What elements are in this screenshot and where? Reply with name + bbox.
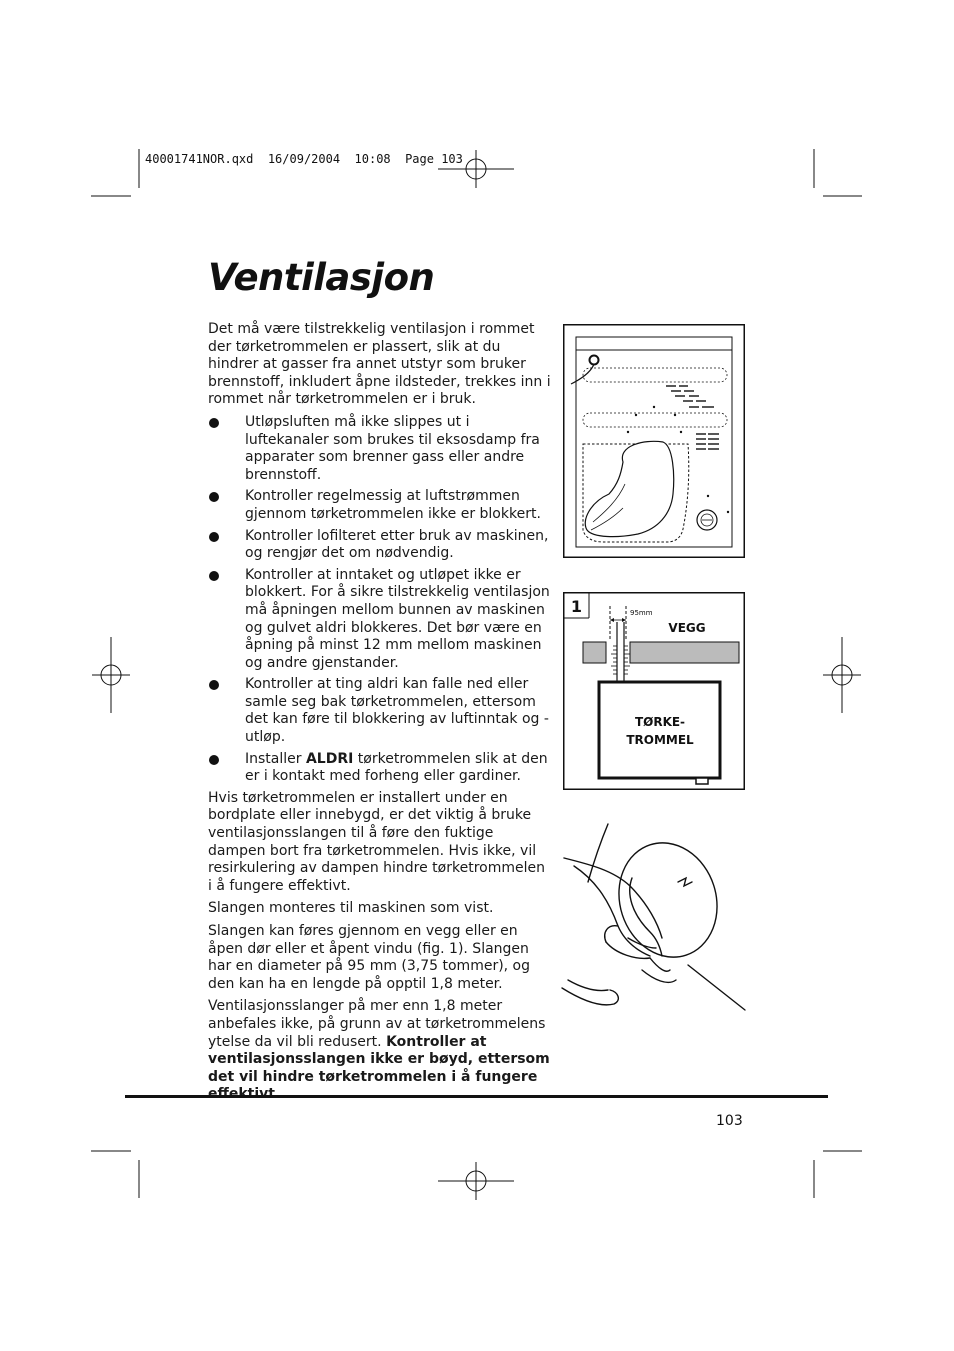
- warning-text: Ventilasjonsslanger på mer enn 1,8 meter anbefales ikke, på grunn av at tørketrommelens ytelse da vil bli redusert.: [208, 998, 546, 1050]
- bullet-icon: [209, 418, 219, 428]
- bullet-item: [208, 488, 553, 523]
- body-text: [208, 321, 553, 1109]
- page-title: Ventilasjon: [208, 256, 435, 299]
- bullet-text: Utløpsluften må ikke slippes ut i luftekanaler som brukes til eksosdamp fra apparater som brenner gass eller andre brennstoff.: [245, 413, 540, 483]
- bullet-icon: [209, 680, 219, 690]
- bullet-list: [208, 414, 553, 786]
- bullet-item: [208, 751, 553, 786]
- warning-paragraph: [208, 998, 553, 1104]
- bullet-text: Kontroller regelmessig at luftstrømmen gjennom tørketrommelen ikke er blokkert.: [245, 488, 541, 522]
- warning-emphasis: Kontroller at ventilasjonsslangen ikke er bøyd, ettersom det vil hindre tørketrommelen i å fungere: [208, 1033, 550, 1085]
- mount-paragraph: Slangen monteres til maskinen som vist.: [208, 900, 494, 917]
- bullet-text-suffix: tørketrommelen slik at den er i kontakt med forheng eller gardiner.: [245, 750, 548, 785]
- footer-rule: [125, 1095, 828, 1098]
- dryer-label-line1: TØRKE-: [634, 715, 686, 729]
- bullet-item: [208, 414, 553, 484]
- wall-label: VEGG: [668, 621, 706, 635]
- figure-number: 1: [570, 597, 583, 616]
- install-paragraph: Hvis tørketrommelen er installert under en bordplate eller innebygd, er det viktig å bruke ventilasjonsslangen til å føre den fuktige dampen bort fra tørketrommelen. Hvis ikke, vil resirkulering av dampen hindre tørketrommelen i å fungere effektivt.: [208, 789, 545, 894]
- dryer-label-line2: TROMMEL: [626, 733, 694, 747]
- dryer-illustration: [563, 324, 745, 558]
- bullet-text: Kontroller at inntaket og utløpet ikke er blokkert. For å sikre tilstrekkelig ventilasjon må åpningen mellom bunnen av maskinen og gulvet aldri blokkeres. Det bør være en åpning på minst 12 mm mellom maskinen og andre gjenstander.: [245, 566, 550, 671]
- bullet-item: [208, 567, 553, 673]
- wall-diagram: [563, 592, 745, 790]
- bullet-icon: [209, 571, 219, 581]
- route-paragraph: Slangen kan føres gjennom en vegg eller en åpen dør eller et åpent vindu (fig. 1). Slangen har en diameter på 95 mm (3,75 tommer), og den kan ha en lengde på opptil 1,8 meter.: [208, 923, 531, 992]
- intro-paragraph: Det må være tilstrekkelig ventilasjon i rommet der tørketrommelen er plassert, slik at du hindrer at gasser fra annet utstyr som bruker brennstoff, inkludert åpne ildsteder, trekkes inn i rommet når tørketrommelen er i bruk.: [208, 321, 551, 408]
- file-slug: 40001741NOR.qxd 16/09/2004 10:08 Page 103: [145, 152, 463, 166]
- bullet-text: Kontroller lofilteret etter bruk av maskinen, og rengjør det om nødvendig.: [245, 527, 549, 562]
- bullet-text-prefix: Installer: [245, 750, 306, 767]
- bullet-text-emphasis: ALDRI: [305, 750, 354, 767]
- bullet-icon: [209, 532, 219, 542]
- dimension-label: 95mm: [630, 609, 653, 617]
- page-number: 103: [716, 1113, 743, 1129]
- bullet-item: [208, 676, 553, 746]
- hose-fitting-illustration: [558, 820, 748, 1020]
- bullet-item: [208, 528, 553, 563]
- bullet-icon: [209, 755, 219, 765]
- bullet-icon: [209, 492, 219, 502]
- bullet-text: Kontroller at ting aldri kan falle ned eller samle seg bak tørketrommelen, ettersom det kan føre til blokkering av luftinntak og -utløp.: [245, 676, 549, 746]
